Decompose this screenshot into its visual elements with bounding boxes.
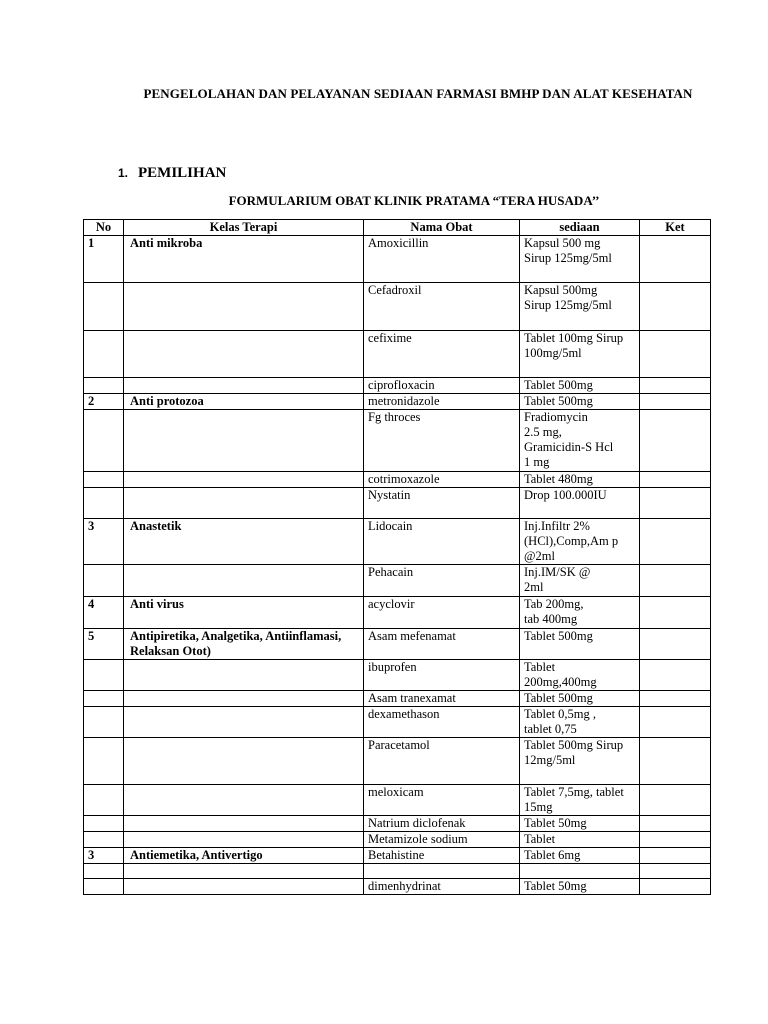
cell-no <box>84 378 124 394</box>
sediaan-line: Tablet 7,5mg, tablet <box>524 785 624 799</box>
cell-kelas-terapi <box>124 488 364 519</box>
cell-no <box>84 816 124 832</box>
sediaan-line: Tablet 500mg <box>524 691 593 705</box>
cell-ket <box>640 629 711 660</box>
cell-nama-obat: meloxicam <box>364 785 520 816</box>
sediaan-line: 200mg,400mg <box>524 675 597 689</box>
sediaan-line: Tablet 100mg Sirup <box>524 331 624 345</box>
cell-kelas-terapi: Antiemetika, Antivertigo <box>124 848 364 864</box>
cell-ket <box>640 283 711 331</box>
cell-no <box>84 565 124 597</box>
table-row <box>84 394 711 410</box>
cell-nama-obat: acyclovir <box>364 597 520 629</box>
cell-sediaan <box>520 832 640 848</box>
cell-ket <box>640 785 711 816</box>
cell-kelas-terapi <box>124 660 364 691</box>
cell-no: 1 <box>84 236 124 283</box>
cell-sediaan <box>520 816 640 832</box>
cell-kelas-terapi <box>124 378 364 394</box>
cell-no <box>84 331 124 378</box>
cell-sediaan <box>520 691 640 707</box>
sediaan-line: Sirup 125mg/5ml <box>524 251 612 265</box>
cell-ket <box>640 394 711 410</box>
table-header-row <box>84 220 711 236</box>
cell-sediaan <box>520 707 640 738</box>
cell-nama-obat: cotrimoxazole <box>364 472 520 488</box>
cell-no <box>84 707 124 738</box>
cell-ket <box>640 410 711 472</box>
cell-sediaan <box>520 597 640 629</box>
cell-sediaan <box>520 629 640 660</box>
sediaan-line: Drop 100.000IU <box>524 488 607 502</box>
sediaan-line: Tablet 500mg <box>524 629 593 643</box>
cell-nama-obat: ciprofloxacin <box>364 378 520 394</box>
document-title: PENGELOLAHAN DAN PELAYANAN SEDIAAN FARMASI BMHP DAN ALAT KESEHATAN <box>143 86 693 101</box>
sediaan-line: Tablet <box>524 832 556 846</box>
cell-nama-obat: Natrium diclofenak <box>364 816 520 832</box>
cell-nama-obat: cefixime <box>364 331 520 378</box>
cell-no <box>84 488 124 519</box>
cell-ket <box>640 331 711 378</box>
cell-kelas-terapi <box>124 879 364 895</box>
cell-no <box>84 864 124 879</box>
table-row <box>84 236 711 283</box>
cell-nama-obat: Lidocain <box>364 519 520 565</box>
sediaan-line: tablet 0,75 <box>524 722 577 736</box>
cell-no <box>84 785 124 816</box>
cell-no: 5 <box>84 629 124 660</box>
table-row <box>84 519 711 565</box>
cell-sediaan <box>520 236 640 283</box>
cell-ket <box>640 816 711 832</box>
cell-kelas-terapi: Anti protozoa <box>124 394 364 410</box>
cell-no: 2 <box>84 394 124 410</box>
header-no: No <box>84 220 124 236</box>
cell-nama-obat: Asam tranexamat <box>364 691 520 707</box>
cell-kelas-terapi <box>124 283 364 331</box>
cell-ket <box>640 879 711 895</box>
table-row <box>84 707 711 738</box>
sediaan-line: Tablet 50mg <box>524 816 587 830</box>
sediaan-line: Tablet 50mg <box>524 879 587 893</box>
cell-nama-obat <box>364 864 520 879</box>
cell-nama-obat: Betahistine <box>364 848 520 864</box>
cell-nama-obat: Nystatin <box>364 488 520 519</box>
cell-no <box>84 660 124 691</box>
table-row <box>84 378 711 394</box>
sediaan-line: 100mg/5ml <box>524 346 582 360</box>
cell-ket <box>640 472 711 488</box>
cell-kelas-terapi <box>124 707 364 738</box>
sediaan-line: Fradiomycin <box>524 410 588 424</box>
sediaan-line: Tablet 500mg <box>524 378 593 392</box>
formulary-title: FORMULARIUM OBAT KLINIK PRATAMA “TERA HUSADA’’ <box>228 193 600 208</box>
formulary-table <box>83 219 711 895</box>
table-row <box>84 410 711 472</box>
cell-nama-obat: Metamizole sodium <box>364 832 520 848</box>
cell-ket <box>640 832 711 848</box>
section-number: 1. <box>118 166 129 180</box>
table-row <box>84 660 711 691</box>
cell-no <box>84 410 124 472</box>
cell-no <box>84 691 124 707</box>
header-ket: Ket <box>640 220 711 236</box>
cell-nama-obat: Fg throces <box>364 410 520 472</box>
cell-ket <box>640 378 711 394</box>
cell-nama-obat: dexamethason <box>364 707 520 738</box>
sediaan-line: Tab 200mg, <box>524 597 584 611</box>
cell-sediaan <box>520 283 640 331</box>
cell-sediaan <box>520 565 640 597</box>
cell-kelas-terapi <box>124 785 364 816</box>
sediaan-line: Kapsul 500mg <box>524 283 598 297</box>
cell-sediaan <box>520 410 640 472</box>
table-row <box>84 691 711 707</box>
cell-sediaan <box>520 660 640 691</box>
sediaan-line: 2ml <box>524 580 544 594</box>
cell-no <box>84 283 124 331</box>
cell-sediaan <box>520 488 640 519</box>
table-row <box>84 331 711 378</box>
cell-nama-obat: Pehacain <box>364 565 520 597</box>
cell-sediaan <box>520 394 640 410</box>
sediaan-line: Tablet 500mg Sirup <box>524 738 624 752</box>
cell-kelas-terapi <box>124 472 364 488</box>
cell-no: 3 <box>84 519 124 565</box>
header-kelas-terapi: Kelas Terapi <box>124 220 364 236</box>
cell-sediaan <box>520 472 640 488</box>
cell-kelas-terapi: Antipiretika, Analgetika, Antiinflamasi, Relaksan Otot) <box>124 629 364 660</box>
table-row <box>84 472 711 488</box>
table-row <box>84 848 711 864</box>
cell-ket <box>640 488 711 519</box>
sediaan-line: 12mg/5ml <box>524 753 576 767</box>
cell-kelas-terapi <box>124 864 364 879</box>
table-row <box>84 816 711 832</box>
sediaan-line: Tablet 500mg <box>524 394 593 408</box>
cell-kelas-terapi <box>124 816 364 832</box>
table-row <box>84 785 711 816</box>
sediaan-line: @2ml <box>524 549 555 563</box>
cell-sediaan <box>520 738 640 785</box>
table-row <box>84 738 711 785</box>
section-heading <box>118 165 226 182</box>
cell-nama-obat: Paracetamol <box>364 738 520 785</box>
cell-kelas-terapi: Anti virus <box>124 597 364 629</box>
cell-sediaan <box>520 879 640 895</box>
cell-kelas-terapi: Anastetik <box>124 519 364 565</box>
cell-nama-obat: dimenhydrinat <box>364 879 520 895</box>
table-row <box>84 832 711 848</box>
table-row <box>84 864 711 879</box>
cell-no: 3 <box>84 848 124 864</box>
cell-no: 4 <box>84 597 124 629</box>
cell-ket <box>640 597 711 629</box>
cell-sediaan <box>520 848 640 864</box>
sediaan-line: tab 400mg <box>524 612 578 626</box>
cell-ket <box>640 848 711 864</box>
cell-kelas-terapi <box>124 691 364 707</box>
cell-nama-obat: metronidazole <box>364 394 520 410</box>
sediaan-line: Tablet <box>524 660 556 674</box>
cell-nama-obat: Asam mefenamat <box>364 629 520 660</box>
cell-sediaan <box>520 785 640 816</box>
cell-no <box>84 879 124 895</box>
table-row <box>84 488 711 519</box>
cell-kelas-terapi <box>124 410 364 472</box>
sediaan-line: Kapsul 500 mg <box>524 236 601 250</box>
sediaan-line: Tablet 480mg <box>524 472 593 486</box>
table-row <box>84 597 711 629</box>
table-row <box>84 283 711 331</box>
cell-kelas-terapi <box>124 331 364 378</box>
cell-nama-obat: ibuprofen <box>364 660 520 691</box>
cell-no <box>84 472 124 488</box>
cell-kelas-terapi <box>124 738 364 785</box>
sediaan-line: Tablet 6mg <box>524 848 581 862</box>
cell-nama-obat: Amoxicillin <box>364 236 520 283</box>
cell-ket <box>640 691 711 707</box>
cell-ket <box>640 565 711 597</box>
cell-kelas-terapi: Anti mikroba <box>124 236 364 283</box>
cell-no <box>84 832 124 848</box>
sediaan-line: Inj.IM/SK @ <box>524 565 591 579</box>
cell-ket <box>640 707 711 738</box>
table-row <box>84 565 711 597</box>
cell-sediaan <box>520 519 640 565</box>
cell-ket <box>640 738 711 785</box>
sediaan-line: 1 mg <box>524 455 550 469</box>
cell-sediaan <box>520 864 640 879</box>
cell-no <box>84 738 124 785</box>
sediaan-line: Sirup 125mg/5ml <box>524 298 612 312</box>
sediaan-line: Gramicidin-S Hcl <box>524 440 614 454</box>
table-row <box>84 629 711 660</box>
header-nama-obat: Nama Obat <box>364 220 520 236</box>
cell-kelas-terapi <box>124 832 364 848</box>
cell-nama-obat: Cefadroxil <box>364 283 520 331</box>
section-title: PEMILIHAN <box>138 165 227 181</box>
header-sediaan: sediaan <box>520 220 640 236</box>
cell-sediaan <box>520 378 640 394</box>
sediaan-line: Inj.Infiltr 2% <box>524 519 590 533</box>
cell-ket <box>640 519 711 565</box>
table-row <box>84 879 711 895</box>
sediaan-line: 2.5 mg, <box>524 425 562 439</box>
cell-ket <box>640 864 711 879</box>
cell-sediaan <box>520 331 640 378</box>
sediaan-line: 15mg <box>524 800 553 814</box>
cell-kelas-terapi <box>124 565 364 597</box>
sediaan-line: Tablet 0,5mg , <box>524 707 597 721</box>
sediaan-line: (HCl),Comp,Am p <box>524 534 619 548</box>
cell-ket <box>640 236 711 283</box>
cell-ket <box>640 660 711 691</box>
